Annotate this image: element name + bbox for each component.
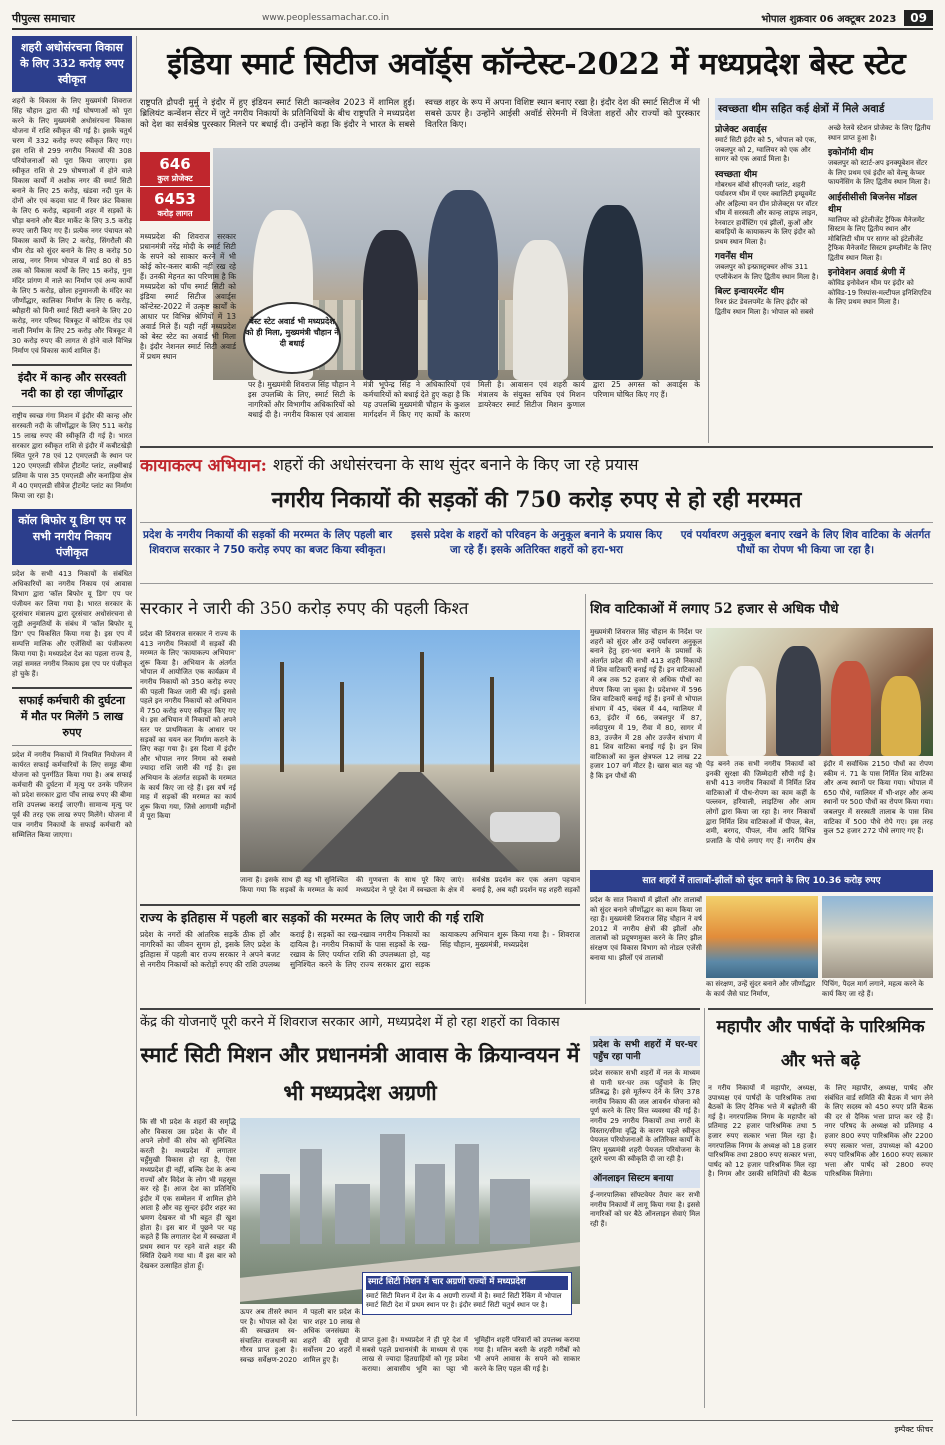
water-headline: प्रदेश के सभी शहरों में घर-घर पहुँच रहा पानी (590, 1036, 700, 1066)
main-story-body: मध्यप्रदेश की शिवराज सरकार प्रधानमंत्री नरेंद्र मोदी के स्मार्ट सिटी के सपने को साकार करने में भी कोई कोर-कसर बाकी नहीं रख रहे हैं। उनकी मेहनत का परिणाम है कि मध्यप्रदेश को पाँच स्मार्ट सिटी को इंडिया स्मार्ट सिटीज अवार्ड्स कॉन्टेस्ट-2022 में उत्कृष्ट कार्यों के आधार पर विभिन्न श्रेणियों में 13 अवार्ड मिले हैं। यही नहीं मध्यप्रदेश को बेस्ट स्टेट का अवार्ड भी मिला है। इंदौर नेशनल स्मार्ट सिटी अवार्ड में प्रथम स्थान (140, 232, 236, 361)
awards-sidebar (708, 98, 933, 443)
stat-cost-value: 6453 (154, 190, 196, 208)
road-shape (300, 772, 520, 872)
road-photo (240, 630, 580, 872)
award-item: गवर्नेंस थीम जबलपुर को इन्फ्रास्ट्रक्चर ऑफ 311 एप्लीकेशन के लिए द्वितीय स्थान मिला है। (715, 252, 819, 281)
quote-bubble: बेस्ट स्टेट अवार्ड भी मध्यप्रदेश को ही मिला, मुख्यमंत्री चौहान ने दी बधाई (243, 302, 341, 374)
palm-tree (420, 652, 424, 772)
left-story-3-body: प्रदेश के सभी 413 निकायों के संबंधित अधिकारियों का नगरीय निकाय एवं आवास विभाग द्वारा 'कॉल बिफोर यू डिग' एप पर पंजीयन कर लिया गया है। भारत सरकार के दूरसंचार मंत्रालय द्वारा दूरसंचार अधोसंरचना से जुड़ी अनुमतियों के संबंध में 'कॉल बिफोर यू डिग' एप विकसित किया गया है। इस एप में सम्पत्ति मालिक और एजेंसियों का पंजीकरण किया गया है। मध्यप्रदेश देश का पहला राज्य है, जहां समस्त नगरीय निकाय इस एप पर पंजीकृत हो चुके हैं। (12, 570, 132, 678)
building (455, 1144, 479, 1244)
award-item: प्रोजेक्ट अवार्ड्स स्मार्ट सिटी इंदौर को 5, भोपाल को एक, जबलपुर को 2, ग्वालियर को एक और सागर को एक अवार्ड मिला है। (715, 125, 817, 163)
building (380, 1134, 405, 1244)
vatika-body: मुख्यमंत्री शिवराज सिंह चौहान के निर्देश पर शहरों को सुंदर और उन्हें पर्यावरण अनुकूल बनाने हेतु हरा-भरा बनाने के प्रयासों के अंतर्गत प्रदेश की सभी 413 शहरी निकायों में शिव वाटिकाएँ बनाई गई हैं। इन वाटिकाओं में अब तक 52 हजार से अधिक पौधों का रोपण किया जा चुका है। प्रदेशभर में 596 शिव वाटिकाएँ बनाई गई हैं। इनमें से भोपाल संभाग में 45, चंबल में 44, ग्वालियर में 63, इंदौर में 66, जबलपुर में 87, नर्मदापुरम में 19, रीवा में 80, सागर में 83, उज्जैन में 28 और उज्जैन संभाग में 81 शिव वाटिका बनाई गई है। इन शिव वाटिकाओं का कुल क्षेत्रफल 12 लाख 22 हजार 107 वर्ग मीटर है। खास बात यह भी है कि इन पौधों की (590, 628, 702, 780)
kayakalp-highlights (140, 522, 933, 584)
left-story-4-headline: सफाई कर्मचारी की दुर्घटना में मौत पर मिलेंगे 5 लाख रुपए (12, 687, 132, 746)
page-number: 09 (904, 10, 933, 26)
person-figure (776, 646, 821, 756)
smart-city-box-body: स्मार्ट सिटी मिशन में देश के 4 अग्रणी राज्यों में है। स्मार्ट सिटी रैंकिंग में भोपाल स्मार्ट सिटी देश में प्रथम स्थान पर है। इंदौर स्मार्ट सिटी चतुर्थ स्थान पर है। (366, 1291, 562, 1310)
lakes-body-continued: का संरक्षण, उन्हें सुंदर बनाने और जीर्णोद्धार के कार्य जैसे घाट निर्माण, (706, 980, 816, 998)
left-story-1-headline: शहरी अधोसंरचना विकास के लिए 332 करोड़ रुपए स्वीकृत (12, 36, 132, 92)
cm-quote: प्रदेश के नगरों की आंतरिक सड़कें ठीक हों और नागरिकों का जीवन सुगम हो, इसके लिए प्रदेश के इतिहास में पहली बार राज्य सरकार ने अपने बजट से नगरीय निकायों को करोड़ों रुपए की राशि उपलब्ध कराई है। सड़कों का रख-रखाव नगरीय निकायों का दायित्व है। नगरीय निकायों के पास सड़कों के रख-रखाव के लिए पर्याप्त राशि की उपलब्धता हो, यह सुनिश्चित करने के लिए राज्य सरकार द्वारा सड़क कायाकल्प अभियान शुरू किया गया है। - शिवराज सिंह चौहान, मुख्यमंत्री, मध्यप्रदेश (140, 930, 580, 969)
mayor-headline: महापौर और पार्षदों के पारिश्रमिक और भत्ते बढ़े (708, 1008, 933, 1080)
column-divider (585, 594, 586, 1004)
building (335, 1184, 370, 1244)
left-story-4-body: प्रदेश में नगरीय निकायों में नियमित नियोजन में कार्यरत सफाई कर्मचारियों के लिए समूह बीमा योजना को पुनर्गठित किया गया है। अब सफाई कर्मचारी की दुर्घटना में मृत्यु पर उनके परिजन को प्रदेश सरकार द्वारा पाँच लाख रुपए की बीमा राशि उपलब्ध कराई जाएगी। सामान्य मृत्यु पर पूर्व की तरह एक लाख रुपए मिलेंगे। योजना में पात्र नगरीय निकायों के सफाई कर्मचारी को सम्मिलित किया जाएगा। (12, 751, 132, 839)
column-divider (136, 36, 137, 1416)
highlight-item: प्रदेश के नगरीय निकायों की सड़कों की मरम्मत के लिए पहली बार शिवराज सरकार ने 750 करोड़ रुपए का बजट किया स्वीकृत। (142, 529, 393, 556)
person-figure (513, 240, 568, 380)
lakes-body-end: पिचिंग, पैदल मार्ग लगाने, महत्व करने के कार्य किए जा रहे हैं। (822, 980, 924, 998)
building (260, 1174, 290, 1244)
main-intro: राष्ट्रपति द्रौपदी मुर्मु ने इंदौर में हुए इंडियन स्मार्ट सिटी कान्क्लेव 2023 में शामिल हुईं। ब्रिलियंट कन्वेंशन सेंटर में जुटे नगरीय निकायों के प्रतिनिधियों के बीच राष्ट्रपति ने मध्यप्रदेश को देश का सर्वश्रेष्ठ पुरस्कार मिलने पर बधाई दी। उन्होंने कहा कि इंदौर ने भारत के सबसे स्वच्छ शहर के रूप में अपना विशिष्ट स्थान बनाए रखा है। इंदौर देश की स्मार्ट सिटीज में भी सबसे ऊपर है। उन्होंने आईसी अवॉर्ड सेरेमनी में विजेता शहरों और राज्यों को पुरस्कार वितरित किए। (140, 98, 700, 130)
stat-projects-count: 646 (159, 155, 191, 173)
vatika-body-continued: पेड़ बनने तक सभी नगरीय निकायों को इनकी सुरक्षा की जिम्मेदारी सौंपी गई है। सभी 413 नगरीय निकायों में निर्मित शिव वाटिकाओं में पौध-रोपण का काम कहीं के पल्लवन, हरियाली, लाइटिंग्स और आम लोगों द्वारा किया जा रहा है। नगर निकायों द्वारा निर्मित शिव वाटिकाओं में पीपल, बेल, शमी, बरगद, पीपल, नीम आदि विभिन्न प्रजाति के पौधे लगाए गए हैं। नगरीय क्षेत्र इंदौर में सर्वाधिक 2150 पौधों का रोपण स्कीम नं. 71 के पास निर्मित शिव वाटिका और अन्य स्थानों पर किया गया। भोपाल में 650 पौधे, ग्वालियर में भी-शहर और अन्य स्थानों पर 500 पौधों का रोपण किया गया। जबलपुर में सरस्वती तालाब के पास शिव वाटिका में 500 पौधे रोपे गए। इस तरह कुल 52 हजार 272 पौधे लगाए गए हैं। (706, 760, 933, 845)
highlight-item: इससे प्रदेश के शहरों को परिवहन के अनुकूल बनाने के प्रयास किए जा रहे हैं। इसके अतिरिक्त शहरों को हरा-भरा (410, 529, 663, 556)
impact-feature-label: इम्पैक्ट फीचर (12, 1420, 933, 1436)
smart-city-box-title: स्मार्ट सिटी मिशन में चार अग्रणी राज्यों में मध्यप्रदेश (366, 1276, 568, 1290)
left-story-1-body: शहरों के विकास के लिए मुख्यमंत्री शिवराज सिंह चौहान द्वारा की गई घोषणाओं को पूरा करने के लिए मुख्यमंत्री अधोसंरचना विकास योजना में राशि स्वीकृत की गई है। इसके चतुर्थ चरण में 332 करोड़ रुपए स्वीकृत किए गए। इस राशि से 299 नगरीय निकायों की 308 परियोजनाओं को पूरा किया जाएगा। इस स्वीकृत राशि से 29 घोषणाओं में होने वाले विकास कार्यों में अशोक नगर की स्मार्ट सिटी बनाने के लिए 25 करोड़, खंडवा नदी पुल के दोनों ओर एवं कदवा घाट में रिवर फ्रंट विकास के लिए 6 करोड़, बड़वानी शहर में सड़कों के चौड़ा बनाने और बैंडर मार्केट के लिए 3.5 करोड़ रुपए जारी किए गए हैं। प्रत्येक नगर पंचायत को विकास कार्यों के लिए 2 करोड़, सिंगरौली की थीम रोड को सुंदर बनाने के लिए 8 करोड़ 50 लाख, नगर निगम भोपाल में वार्ड 80 से 85 तक को विकास कार्यों के लिए 15 करोड़, गुना मंदिर प्रांगण में नाले का निर्माण एवं अन्य कार्यों के लिए 5 करोड़, छोला हनुमानजी के मंदिर का जीर्णोद्धार, कालिका निर्माण के लिए 6 करोड़, ब्यौहारी को मिनी स्मार्ट सिटी बनाने के लिए 20 करोड़, नगर परिषद चित्रकूट में कोटिक रोड एवं नाली निर्माण के लिए 25 करोड़ और चित्रकूट में 30 करोड़ रुपए की लागत से होने वाले विभिन्न निर्माण एवं विकास कार्य शामिल हैं। (12, 97, 132, 355)
person-figure (726, 666, 766, 756)
water-body: प्रदेश सरकार सभी शहरों में नल के माध्यम से पानी घर-घर तक पहुँचाने के लिए प्रतिबद्ध है। इसे मूर्तरूप देने के लिए 378 नगरीय निकाय की जल आवर्धन योजना को पूर्ण करने के लिए वित्त व्यवस्था की गई है। नगरीय 29 नगरीय निकायों तथा नगरों के विस्तार/सीमा वृद्धि के कारण पहले स्वीकृत पेयजल परियोजनाओं के अतिरिक्त कार्यों के लिए मुख्यमंत्री शहरी पेयजल परियोजना के दूसरे चरण की स्वीकृति दी जा रही है। (590, 1069, 700, 1164)
smart-city-kicker: केंद्र की योजनाएँ पूरी करने में शिवराज सरकार आगे, मध्यप्रदेश में हो रहा शहरों का विकास (140, 1008, 700, 1034)
plantation-photo (706, 628, 933, 756)
kayakalp-subtitle: शहरों की अधोसंरचना के साथ सुंदर बनाने के किए जा रहे प्रयास (272, 455, 639, 474)
smart-city-body-continued: ऊपर अब तीसरे स्थान पर है। भोपाल को देश की स्वच्छतम स्व-संचालित राजधानी का गौरव प्राप्त हुआ है। स्वच्छ सर्वेक्षण-2020 में पहली बार प्रदेश के चार शहर 10 लाख से अधिक जनसंख्या के शहरों की सूची में सर्वोत्तम 20 शहरों में शामिल हुए हैं। (240, 1308, 360, 1364)
lake-view-photo (822, 896, 933, 978)
mayor-body: न गरीय निकायों में महापौर, अध्यक्ष, उपाध्यक्ष एवं पार्षदों के पारिश्रमिक तथा बैठकों के लिए दैनिक भत्ते में बढ़ोतरी की गई है। नगरपालिक निगम के महापौर को प्रतिमाह 22 हजार पारिश्रमिक तथा 5 हजार रुपए सत्कार भत्ता मिल रहा है। नगरपालिक निगम के अध्यक्ष को 18 हजार पारिश्रमिक तथा 2800 रुपए सत्कार भत्ता, पार्षद को 12 हजार पारिश्रमिक मिल रहा है। निगम और उसकी समितियों की बैठक के लिए महापौर, अध्यक्ष, पार्षद और संबंधित वार्ड समिति की बैठक में भाग लेने के लिए सदस्य को 450 रुपए प्रति बैठक की दर से दैनिक भत्ता प्राप्त कर रहे हैं। नगर परिषद के अध्यक्ष को प्रतिमाह 4 हजार 800 रुपए पारिश्रमिक और 2200 रुपए सत्कार भत्ता, उपाध्यक्ष को 4200 रुपए पारिश्रमिक और 1600 रुपए सत्कार भत्ता और पार्षद को 2800 रुपए पारिश्रमिक मिलेगा। (708, 1084, 933, 1179)
website-url[interactable]: www.peoplessamachar.co.in (262, 13, 390, 23)
left-story-2-headline: इंदौर में कान्ह और सरस्वती नदी का हो रहा जीर्णोद्धार (12, 364, 132, 407)
award-item: आईसीसीसी बिजनेस मॉडल थीम ग्वालियर को इंटेलीजेंट ट्रैफिक मैनेजमेंट सिस्टम के लिए द्वितीय स्थान और मोबिलिटी थीम पर सागर को इंटेलीजेंट ट्रैफिक मैनेजमेंट सिस्टम इम्प्लीमेंट के लिए द्वितीय स्थान मिला है। (828, 192, 932, 262)
award-item: इकोनॉमी थीम जबलपुर को स्टार्ट-अप इनक्यूबेशन सेंटर के लिए प्रथम एवं इंदौर को वेल्यू केप्चर फायनेंसिंग के लिए द्वितीय स्थान मिला है। (828, 148, 931, 186)
installment-body-continued: जाना है। इसके साथ ही यह भी सुनिश्चित किया गया कि सड़कों के मरम्मत के कार्य की गुणवत्ता के साथ पूरे किए जाएं। मध्यप्रदेश ने पूरे देश में स्वच्छता के क्षेत्र में सर्वश्रेष्ठ प्रदर्शन कर एक अलग पहचान बनाई है, अब यही प्रदर्शन यह शहरी सड़कों (240, 876, 580, 894)
column-divider (704, 1008, 705, 1408)
smart-city-headline: स्मार्ट सिटी मिशन और प्रधानमंत्री आवास के क्रियान्वयन में भी मध्यप्रदेश अग्रणी (140, 1042, 580, 1105)
left-column (12, 36, 132, 1416)
person-figure (881, 676, 921, 756)
person-figure (363, 230, 418, 380)
kayakalp-label: कायाकल्प अभियान: (140, 455, 267, 476)
main-story-continued: पर है। मुख्यमंत्री शिवराज सिंह चौहान ने इस उपलब्धि के लिए, स्मार्ट सिटी के नागरिकों और विभागीय अधिकारियों को बधाई दी है। नगरीय विकास एवं आवास मंत्री भूपेन्द्र सिंह ने अधिकारियों एवं कर्मचारियों को बधाई देते हुए कहा है कि यह उपलब्धि मुख्यमंत्री चौहान के कुशल मार्गदर्शन में किए गए कार्यों के कारण मिली है। आवासन एवं शहरी कार्य मंत्रालय के संयुक्त सचिव एवं मिशन डायरेक्टर स्मार्ट सिटीज मिशन कुणाल द्वारा 25 अगस्त को अवार्ड्स के परिणाम घोषित किए गए हैं। (248, 380, 700, 419)
lake-ghat-photo (706, 896, 818, 978)
car-shape (490, 812, 560, 842)
palm-tree (340, 682, 344, 772)
stat-cost-label: करोड़ लागत (157, 209, 193, 218)
online-system-headline: ऑनलाइन सिस्टम बनाया (590, 1170, 700, 1188)
newspaper-brand: पीपुल्स समाचार (12, 11, 75, 25)
smart-city-box (362, 1272, 572, 1315)
building (300, 1149, 322, 1244)
lakes-headline: सात शहरों में तालाबों-झीलों को सुंदर बनाने के लिए 10.36 करोड़ रुपए (590, 870, 933, 892)
left-story-3-headline: कॉल बिफोर यू डिग एप पर सभी नगरीय निकाय पंजीकृत (12, 509, 132, 565)
award-item: इनोवेशन अवार्ड श्रेणी में कोविड इनोवेशन थीम पर इंदौर को कोविड-19 रिस्पांस-मल्टीपल इनिशिएटिव के लिए प्रथम स्थान मिला है। (828, 268, 932, 306)
left-story-2-body: राष्ट्रीय स्वच्छ गंगा मिशन में इंदौर की कान्ह और सरस्वती नदी के जीर्णोद्धार के लिए 511 करोड़ 15 लाख रुपए की स्वीकृति दी गई है। भारत सरकार द्वारा स्वीकृत राशि से इंदौर में कबीटखेड़ी स्थित पूरने 78 एवं 12 एमएलडी के स्थान पर 120 एमएलडी सीवेज ट्रीटमेंट प्लांट, लक्ष्मीबाई प्रतिमा के पास 35 एमएलडी और कनाड़िया क्षेत्र में 40 एमएलडी सीवेज ट्रीटमेंट प्लांट का निर्माण किया जा रहा है। (12, 412, 132, 500)
edition-date: भोपाल शुक्रवार 06 अक्टूबर 2023 (761, 14, 897, 25)
highlight-item: एवं पर्यावरण अनुकूल बनाए रखने के लिए शिव वाटिका के अंतर्गत पौधों का रोपण भी किया जा रहा है। (680, 529, 931, 556)
building (490, 1179, 530, 1244)
installment-body: प्रदेश की शिवराज सरकार ने राज्य के 413 नगरीय निकायों में सड़कों की मरम्मत के लिए 'कायाकल्प अभियान' शुरू किया है। अभियान के अंतर्गत भोपाल में आयोजित एक कार्यक्रम में नगरीय निकायों को 350 करोड़ रुपए की पहली किश्त जारी की गई। इससे पहले इन नगरीय निकायों को अभियान में 750 करोड़ रुपए स्वीकृत किए गए थे। इस अभियान में निकायों को अपने स्तर पर प्राथमिकता के आधार पर सड़कों का चयन कर निर्माण कराने के लिए कहा गया है। इस दिशा में इंदौर और भोपाल नगर निगम को सबसे ज्यादा राशि जारी की गई है। इस अभियान के अंतर्गत सड़कों के मरम्मत के कार्य किए जा रहे हैं। इस वर्ष नई माह में सड़कों की मरम्मत का कार्य शुरू किया गया, जिसे आगामी महीनों में पूरा किया (140, 630, 236, 821)
installment-headline: सरकार ने जारी की 350 करोड़ रुपए की पहली किश्त (140, 599, 469, 619)
masthead (12, 8, 933, 30)
kayakalp-headline: नगरीय निकायों की सड़कों की 750 करोड़ रुपए से हो रही मरम्मत (271, 487, 802, 513)
water-sidebar (590, 1036, 700, 1408)
stat-projects-label: कुल प्रोजेक्ट (140, 173, 210, 187)
building (415, 1164, 445, 1244)
online-system-body: ई-नगरपालिका सॉफ्टवेयर तैयार कर सभी नगरीय निकायों में लागू किया गया है। इससे नागरिकों को घर बैठे ऑनलाइन सेवाएं मिल रही हैं। (590, 1190, 700, 1228)
palm-tree (490, 677, 494, 772)
vatika-headline: शिव वाटिकाओं में लगाए 52 हजार से अधिक पौधे (590, 601, 839, 617)
person-figure (583, 205, 643, 380)
awards-list (715, 124, 933, 317)
project-stats-box (140, 152, 210, 221)
award-item: स्वच्छता थीम गोबरधन बॉयो सीएनजी प्लांट, शहरी पर्यावरण थीम में एयर क्वालिटी इम्प्रूवमेंट और अहिल्या वन ग्रीन प्रोजेक्ट्स पर वॉटर थीम में सरस्वती और कान्ह लाइफ लाइन, रेनवाटर हार्वेस्टिंग एवं झीलों, कुओं और बावड़ियों के कायाकल्प के लिए इंदौर को प्रथम स्थान मिला है। (715, 169, 818, 246)
palm-tree (280, 662, 284, 772)
lakes-body: प्रदेश के सात निकायों में झीलों और तालाबों को सुंदर बनाने जीर्णोद्धार का काम किया जा रहा है। मुख्यमंत्री शिवराज सिंह चौहान ने वर्ष 2012 में नगरीय क्षेत्रों की झीलों और तालाबों को प्रदूषणमुक्त करने के लिए झील संरक्षण एवं विकास विभाग को नोडल एजेंसी बनाया था। झीलों एवं तालाबों (590, 896, 702, 962)
main-headline: इंडिया स्मार्ट सिटीज अवाॅर्ड्स कॉन्टेस्ट-2022 में मध्यप्रदेश बेस्ट स्टेट (167, 47, 906, 82)
smart-city-body-end: प्राप्त हुआ है। मध्यप्रदेश ने ही पूरे देश में सबसे पहले प्रधानमंत्री के माध्यम से एक लाख से ज्यादा हितग्राहियों को गृह प्रवेश कराया। आवासीय भूमि का पट्टा भी भूमिहीन शहरी परिवारों को उपलब्ध कराया गया है। मलिन बस्ती के शहरी गरीबों को भी अपने आवास के सपने को साकार करने के लिए पहल की गई है। (362, 1336, 580, 1373)
person-figure (831, 661, 871, 756)
quote-headline: राज्य के इतिहास में पहली बार सड़कों की मरम्मत के लिए जारी की गई राशि (140, 904, 580, 928)
kayakalp-kicker (140, 446, 933, 480)
person-figure (428, 190, 498, 380)
awards-title: स्वच्छता थीम सहित कई क्षेत्रों में मिले अवार्ड (715, 98, 933, 120)
award-item: बिल्ट इन्वायरमेंट थीम रिवर फ्रंट डेवलपमेंट के लिए इंदौर को द्वितीय स्थान मिला है। भोपाल को सबसे अच्छे रेलवे स्टेशन प्रोजेक्ट के लिए द्वितीय स्थान प्राप्त हुआ है। (715, 124, 931, 316)
smart-city-body: कि सी भी प्रदेश के शहरों की समृद्धि और विकास उस प्रदेश के चौर में अपने लोगों की सोच को सुनिश्चित करती है। मध्यप्रदेश में लगातार चहुँमुखी विकास हो रहा है, ऐसा मध्यप्रदेश ही नहीं, बल्कि देश के अन्य राज्यों और विदेश के लोग भी महसूस कर रहे हैं। आज देश का प्रतिनिधि इंदौर में एक सम्मेलन में शामिल होने आता है और वह सुन्दर इंदौर शहर का भ्रमण देखकर वो भी बहुत ही खुश होता है। इस बार में पूछने पर यह कहते हैं कि लगातार देश में स्वच्छता में प्रथम स्थान पर रहने वाले शहर की स्थिति देखने गया था। मैं इस बार को देखकर उत्साहित होता हूँ। (140, 1118, 236, 1270)
